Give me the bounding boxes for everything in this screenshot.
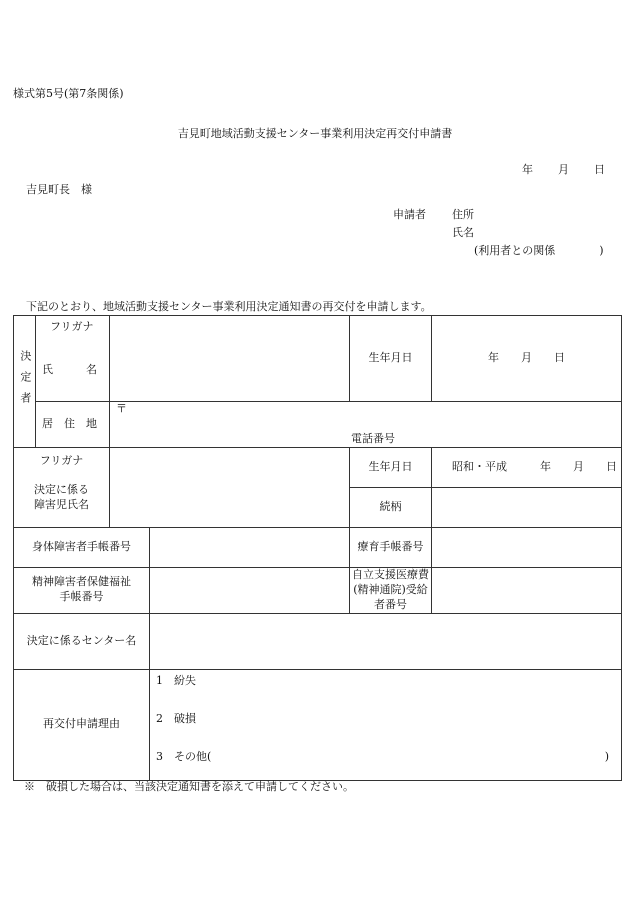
mental-handbook-label-line1: 精神障害者保健福祉 — [32, 575, 131, 589]
reason-option-lost[interactable]: 1 紛失 — [156, 673, 196, 687]
reissue-reason-list — [150, 670, 621, 780]
mental-handbook-label-line2: 手帳番号 — [59, 590, 104, 604]
form-number: 様式第5号(第7条関係) — [13, 87, 124, 100]
center-name-value[interactable] — [150, 613, 622, 669]
applicant-address-label: 住所 — [452, 208, 474, 221]
residence-phone-label[interactable]: 電話番号 — [110, 424, 622, 448]
medical-recipient-label — [350, 568, 432, 614]
medical-recipient-label-line1: 自立支援医療費 — [352, 568, 430, 581]
name-value[interactable] — [110, 340, 350, 402]
child-birth-date-label: 生年月日 — [350, 448, 432, 488]
reason-option-damaged[interactable]: 2 破損 — [156, 711, 196, 725]
child-relation-label: 続柄 — [350, 488, 432, 528]
medical-recipient-label-line2: (精神通院)受給者番号 — [353, 582, 428, 611]
medical-recipient-value[interactable] — [432, 568, 622, 614]
date-month-label: 月 — [558, 163, 569, 176]
reissue-reason-label: 再交付申請理由 — [14, 669, 150, 780]
child-birth-date-value[interactable]: 昭和・平成 年 月 日 — [432, 448, 622, 488]
applicant-label: 申請者 — [393, 208, 426, 221]
child-name-value[interactable] — [110, 448, 350, 528]
physical-handbook-value[interactable] — [150, 528, 350, 568]
child-furigana-label: フリガナ — [39, 454, 84, 467]
child-name-label-line2: 障害児氏名 — [34, 497, 89, 511]
decided-person-vertical-text: 決定者 — [18, 350, 32, 413]
furigana-value[interactable] — [110, 316, 350, 340]
birth-date-label: 生年月日 — [350, 316, 432, 402]
date-day-label: 日 — [594, 163, 605, 176]
form-title: 吉見町地域活動支援センター事業利用決定再交付申請書 — [177, 127, 453, 140]
reissue-reason-options[interactable] — [150, 669, 622, 780]
child-relation-value[interactable] — [432, 488, 622, 528]
name-label: 氏 名 — [36, 340, 110, 402]
birth-date-value[interactable]: 年 月 日 — [432, 316, 622, 402]
residence-postal-mark[interactable]: 〒 — [110, 402, 622, 424]
mental-handbook-label — [14, 568, 150, 614]
mental-handbook-value[interactable] — [150, 568, 350, 614]
footnote: ※ 破損した場合は、当該決定通知書を添えて申請してください。 — [24, 780, 354, 793]
reason-option-other-close: ) — [604, 749, 610, 763]
intro-text: 下記のとおり、地域活動支援センター事業利用決定通知書の再交付を申請します。 — [26, 300, 432, 313]
applicant-relation: (利用者との関係 ) — [474, 244, 604, 257]
date-year-label: 年 — [522, 163, 533, 176]
application-form-table — [13, 315, 622, 781]
addressee: 吉見町長 様 — [26, 183, 92, 196]
furigana-label: フリガナ — [36, 316, 110, 340]
decided-person-group-label — [14, 316, 36, 448]
residence-label: 居 住 地 — [36, 402, 110, 448]
physical-handbook-label: 身体障害者手帳番号 — [14, 528, 150, 568]
child-name-label-line1: 決定に係る — [34, 482, 89, 496]
reason-option-other[interactable]: 3 その他( — [156, 749, 212, 763]
rehab-handbook-value[interactable] — [432, 528, 622, 568]
child-name-label-cell — [14, 448, 110, 528]
rehab-handbook-label: 療育手帳番号 — [350, 528, 432, 568]
applicant-name-label: 氏名 — [452, 226, 474, 239]
center-name-label: 決定に係るセンター名 — [14, 613, 150, 669]
